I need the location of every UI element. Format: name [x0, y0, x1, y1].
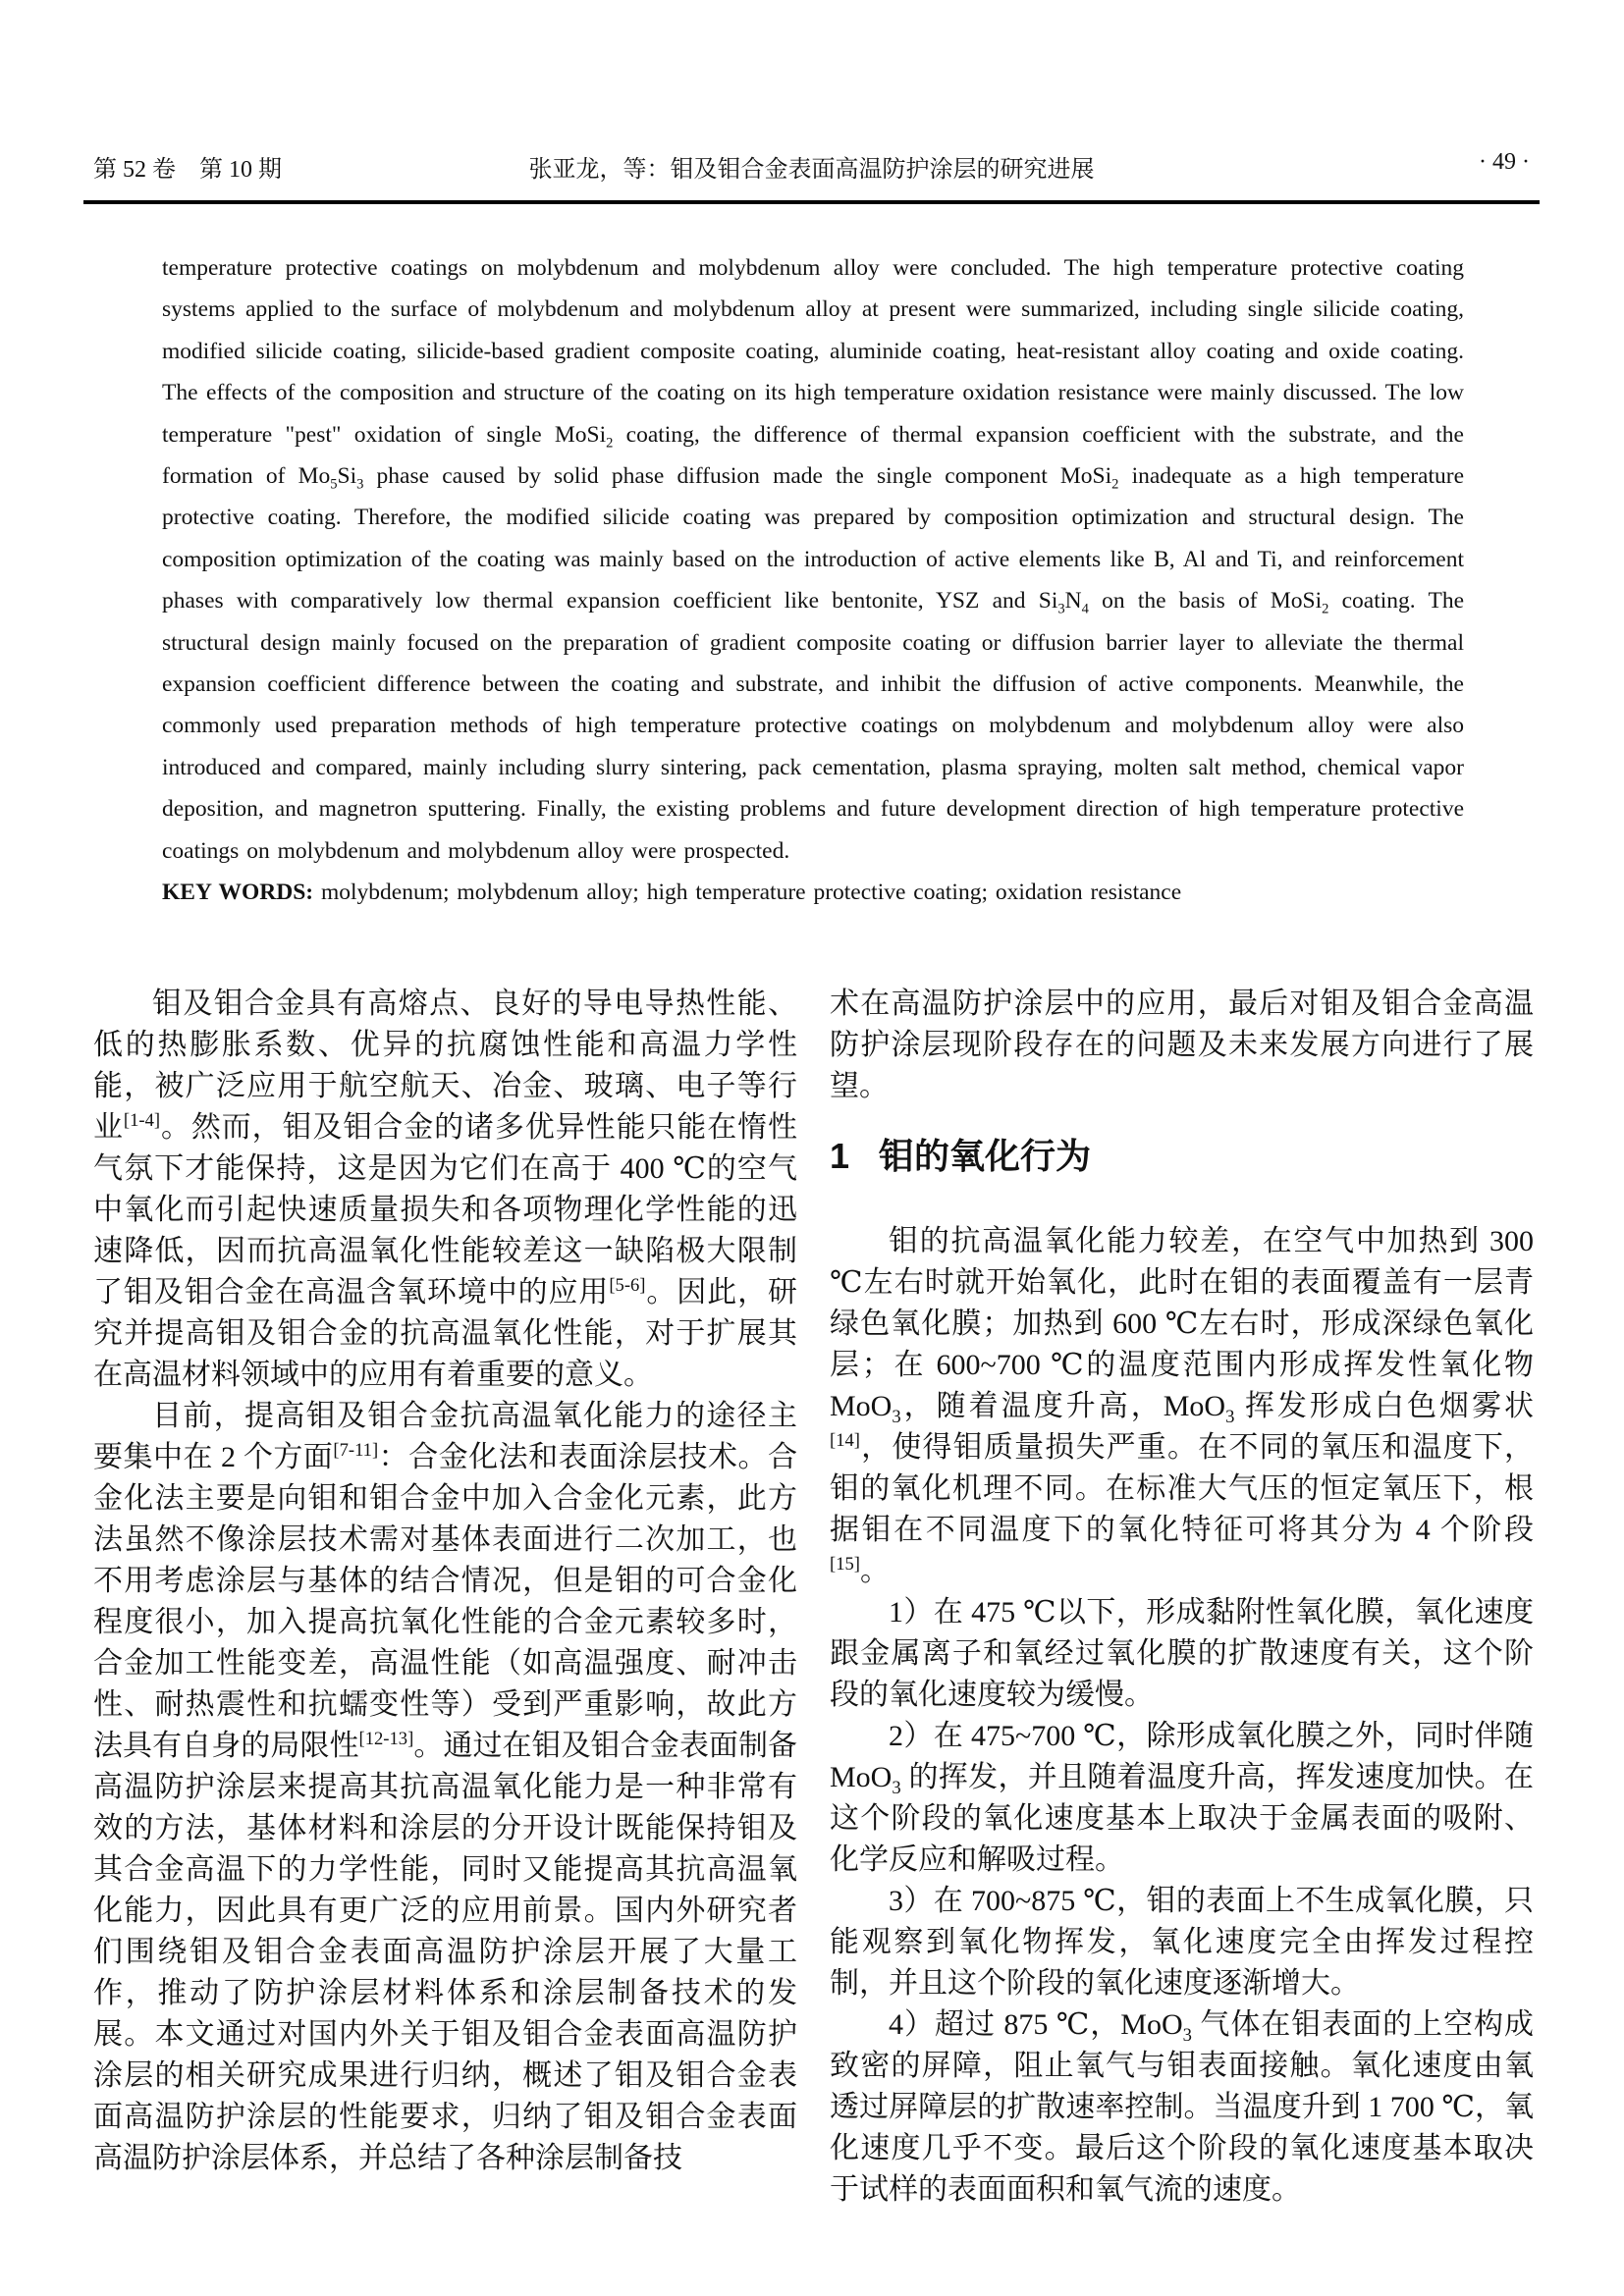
body-columns — [93, 984, 1534, 2211]
methods-paragraph: 目前，提高钼及钼合金抗高温氧化能力的途径主要集中在 2 个方面[7-11]：合金化法和表面涂层技术。合金化法主要是向钼和钼合金中加入合金化元素，此方法虽然不像涂层技术需对基体表面进行二次加工，也不用考虑涂层与基体的结合情况，但是钼的可合金化程度很小，加入提高抗氧化性能的合金元素较多时，合金加工性能变差，高温性能（如高温强度、耐冲击性、耐热震性和抗蠕变性等）受到严重影响，故此方法具有自身的局限性[12-13]。通过在钼及钼合金表面制备高温防护涂层来提高其抗高温氧化能力是一种非常有效的方法，基体材料和涂层的分开设计既能保持钼及其合金高温下的力学性能，同时又能提高其抗高温氧化能力，因此具有更广泛的应用前景。国内外研究者们围绕钼及钼合金表面高温防护涂层开展了大量工作，推动了防护涂层材料体系和涂层制备技术的发展。本文通过对国内外关于钼及钼合金表面高温防护涂层的相关研究成果进行归纳，概述了钼及钼合金表面高温防护涂层的性能要求，归纳了钼及钼合金表面高温防护涂层体系，并总结了各种涂层制备技 — [93, 1400, 798, 2174]
abstract-block — [162, 247, 1464, 914]
header-page-number: · 49 · — [1479, 149, 1530, 175]
header-rule — [83, 200, 1540, 204]
abstract-paragraph: temperature protective coatings on molybdenum and molybdenum alloy were concluded. The high temperature protective coating systems applied to the surface of molybdenum and molybdenum alloy at present were summarized, including single silicide coating, modified silicide coating, silicide-based gradient composite coating, aluminide coating, heat-resistant alloy coating and oxide coating. The effects of the composition and structure of the coating on its high temperature oxidation resistance were mainly discussed. The low temperature "pest" oxidation of single MoSi$_2$ coating, the difference of thermal expansion coefficient with the substrate, and the formation of $Mo_5Si_3$ phase caused by solid phase diffusion made the single component MoSi$_2$ inadequate as a high temperature protective coating. Therefore, the modified silicide coating was prepared by composition optimization and structural design. The composition optimization of the coating was mainly based on the introduction of active elements like B, Al and Ti, and reinforcement phases with comparatively low thermal expansion coefficient like bentonite, YSZ and $Si_3N_4$ on the basis of MoSi$_2$ coating. The structural design mainly focused on the preparation of gradient composite coating or diffusion barrier layer to alleviate the thermal expansion coefficient difference between the coating and substrate, and inhibit the diffusion of active components. Meanwhile, the commonly used preparation methods of high temperature protective coatings on molybdenum and molybdenum alloy were also introduced and compared, mainly including slurry sintering, pack cementation, plasma spraying, molten salt method, chemical vapor deposition, and magnetron sputtering. Finally, the existing problems and future development direction of high temperature protective coatings on molybdenum and molybdenum alloy were prospected. — [162, 255, 1465, 864]
running-header — [83, 149, 1540, 188]
continuation-paragraph: 术在高温防护涂层中的应用，最后对钼及钼合金高温防护涂层现阶段存在的问题及未来发展方向进行了展望。 — [830, 988, 1534, 1102]
keywords-label: KEY WORDS: — [162, 880, 314, 906]
keywords-line — [162, 872, 1464, 913]
intro-paragraph: 钼及钼合金具有高熔点、良好的导电导热性能、低的热膨胀系数、优异的抗腐蚀性能和高温力学性能，被广泛应用于航空航天、冶金、玻璃、电子等行业[1-4]。然而，钼及钼合金的诸多优异性能只能在惰性气氛下才能保持，这是因为它们在高于 400 ℃的空气中氧化而引起快速质量损失和各项物理化学性能的迅速降低，因而抗高温氧化性能较差这一缺陷极大限制了钼及钼合金在高温含氧环境中的应用[5-6]。因此，研究并提高钼及钼合金的抗高温氧化性能，对于扩展其在高温材料领域中的应用有着重要的意义。 — [93, 988, 798, 1391]
header-running-title: 张亚龙，等：钼及钼合金表面高温防护涂层的研究进展 — [528, 157, 1095, 183]
stage1-paragraph: 1）在 475 ℃以下，形成黏附性氧化膜，氧化速度跟金属离子和氧经过氧化膜的扩散速度有关，这个阶段的氧化速度较为缓慢。 — [830, 1596, 1534, 1711]
keywords-text: molybdenum; molybdenum alloy; high temperature protective coating; oxidation resistance — [313, 880, 1182, 906]
right-column — [830, 984, 1534, 2211]
oxidation-paragraph: 钼的抗高温氧化能力较差，在空气中加热到 300 ℃左右时就开始氧化，此时在钼的表面覆盖有一层青绿色氧化膜；加热到 600 ℃左右时，形成深绿色氧化层；在 600~700 ℃的温度范围内形成挥发性氧化物 MoO$_3$，随着温度升高，MoO$_3$ 挥发形成白色烟雾状[14]，使得钼质量损失严重。在不同的氧压和温度下，钼的氧化机理不同。在标准大气压的恒定氧压下，根据钼在不同温度下的氧化特征可将其分为 4 个阶段[15]。 — [830, 1225, 1534, 1587]
section-heading — [830, 1137, 1534, 1176]
section-title: 钼的氧化行为 — [879, 1136, 1092, 1176]
section-number: 1 — [830, 1136, 850, 1176]
stage4-paragraph: 4）超过 875 ℃，MoO$_3$ 气体在钼表面的上空构成致密的屏障，阻止氧气与钼表面接触。氧化速度由氧透过屏障层的扩散速率控制。当温度升到 1 700 ℃，氧化速度几乎不变。最后这个阶段的氧化速度基本取决于试样的表面面积和氧气流的速度。 — [830, 2008, 1534, 2206]
stage2-paragraph: 2）在 475~700 ℃，除形成氧化膜之外，同时伴随 MoO$_3$ 的挥发，并且随着温度升高，挥发速度加快。在这个阶段的氧化速度基本上取决于金属表面的吸附、化学反应和解吸过程。 — [830, 1720, 1534, 1876]
stage3-paragraph: 3）在 700~875 ℃，钼的表面上不生成氧化膜，只能观察到氧化物挥发，氧化速度完全由挥发过程控制，并且这个阶段的氧化速度逐渐增大。 — [830, 1885, 1534, 2000]
left-column — [93, 984, 797, 2211]
header-volume-issue: 第 52 卷 第 10 期 — [93, 157, 282, 183]
